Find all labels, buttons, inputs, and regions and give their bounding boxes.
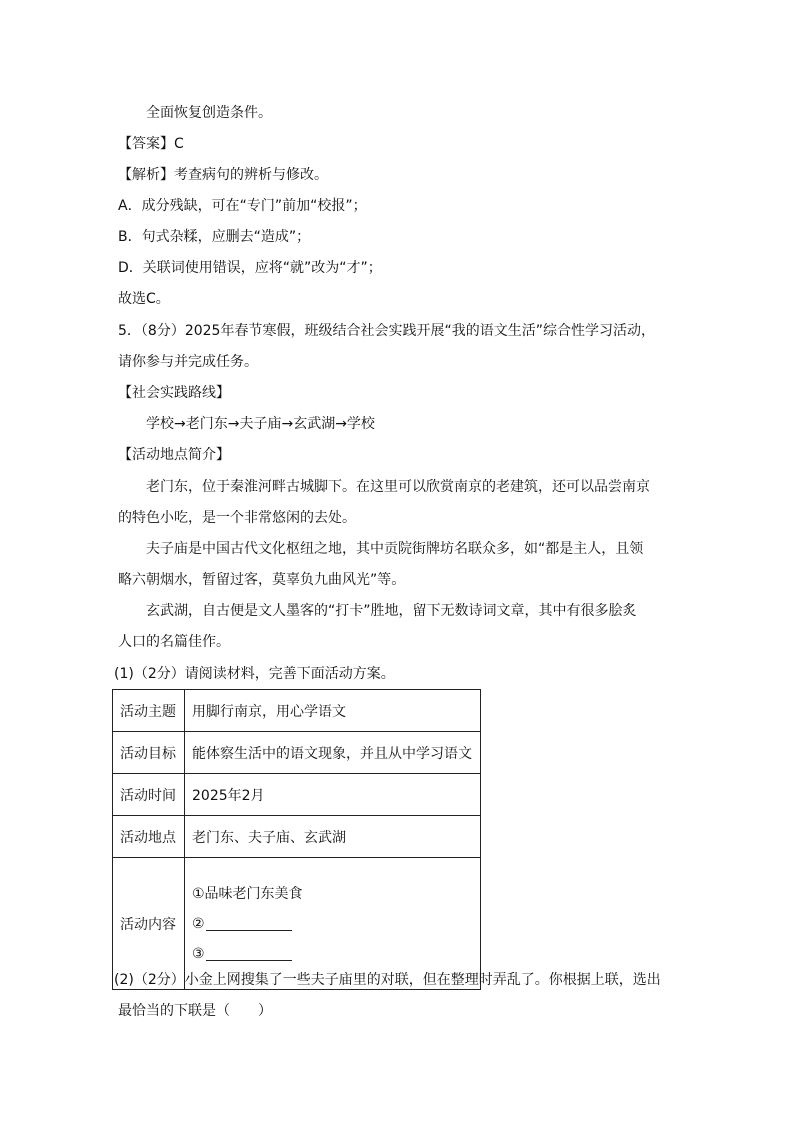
table-row — [113, 732, 481, 774]
option-d-analysis: D．关联词使用错误，应将“就”改为“才”； — [118, 260, 382, 276]
content-item-number: ② — [192, 915, 205, 932]
option-b-analysis: B．句式杂糅，应删去“造成”； — [118, 229, 311, 245]
conclusion: 故选C。 — [118, 291, 170, 307]
answer-blank[interactable] — [206, 946, 292, 961]
content-item — [192, 939, 480, 969]
table-value: 用脚行南京，用心学语文 — [185, 690, 481, 732]
table-row — [113, 816, 481, 858]
paragraph-laomendong: 老门东，位于秦淮河畔古城脚下。在这里可以欣赏南京的老建筑，还可以品尝南京 — [146, 479, 650, 495]
content-item — [192, 879, 480, 909]
table-row — [113, 690, 481, 732]
answer-blank[interactable] — [206, 916, 292, 931]
table-key: 活动主题 — [113, 690, 185, 732]
content-item — [192, 909, 480, 939]
table-value: 老门东、夫子庙、玄武湖 — [185, 816, 481, 858]
subquestion-2: (2)（2分）小金上网搜集了一些夫子庙里的对联，但在整理时弄乱了。你根据上联，选出 — [114, 972, 661, 988]
route-heading: 【社会实践路线】 — [118, 385, 230, 401]
paragraph-xuanwuhu-cont: 人口的名篇佳作。 — [118, 634, 230, 650]
paragraph-laomendong-cont: 的特色小吃，是一个非常悠闲的去处。 — [118, 510, 356, 526]
activity-plan-table — [112, 689, 481, 990]
sites-heading: 【活动地点简介】 — [118, 447, 230, 463]
table-key: 活动内容 — [113, 858, 185, 990]
content-item-number: ③ — [192, 945, 205, 962]
answer-label: 【答案】C — [118, 136, 184, 152]
table-value: 2025年2月 — [185, 774, 481, 816]
paragraph-xuanwuhu: 玄武湖，自古便是文人墨客的“打卡”胜地，留下无数诗词文章，其中有很多脍炙 — [146, 603, 637, 619]
table-value: 能体察生活中的语文现象，并且从中学习语文 — [185, 732, 481, 774]
subquestion-2-cont: 最恰当的下联是（ ） — [118, 1003, 272, 1019]
analysis-label: 【解析】考查病句的辨析与修改。 — [118, 167, 328, 183]
subquestion-1: (1)（2分）请阅读材料，完善下面活动方案。 — [114, 666, 395, 682]
table-key: 活动时间 — [113, 774, 185, 816]
table-key: 活动目标 — [113, 732, 185, 774]
route-text: 学校→老门东→夫子庙→玄武湖→学校 — [146, 416, 375, 432]
table-row — [113, 774, 481, 816]
question-5-stem: 5．（8分）2025年春节寒假，班级结合社会实践开展“我的语文生活”综合性学习活动， — [118, 323, 655, 339]
option-a-analysis: A．成分残缺，可在“专门”前加“校报”； — [118, 198, 367, 214]
table-key: 活动地点 — [113, 816, 185, 858]
question-5-stem-cont: 请你参与并完成任务。 — [118, 354, 258, 370]
paragraph-fuzimiao: 夫子庙是中国古代文化枢纽之地，其中贡院街牌坊名联众多，如“都是主人，且领 — [146, 541, 644, 557]
content-item-text: ①品味老门东美食 — [192, 885, 303, 902]
text-line: 全面恢复创造条件。 — [146, 105, 272, 121]
paragraph-fuzimiao-cont: 略六朝烟水，暂留过客，莫辜负九曲风光”等。 — [118, 572, 406, 588]
